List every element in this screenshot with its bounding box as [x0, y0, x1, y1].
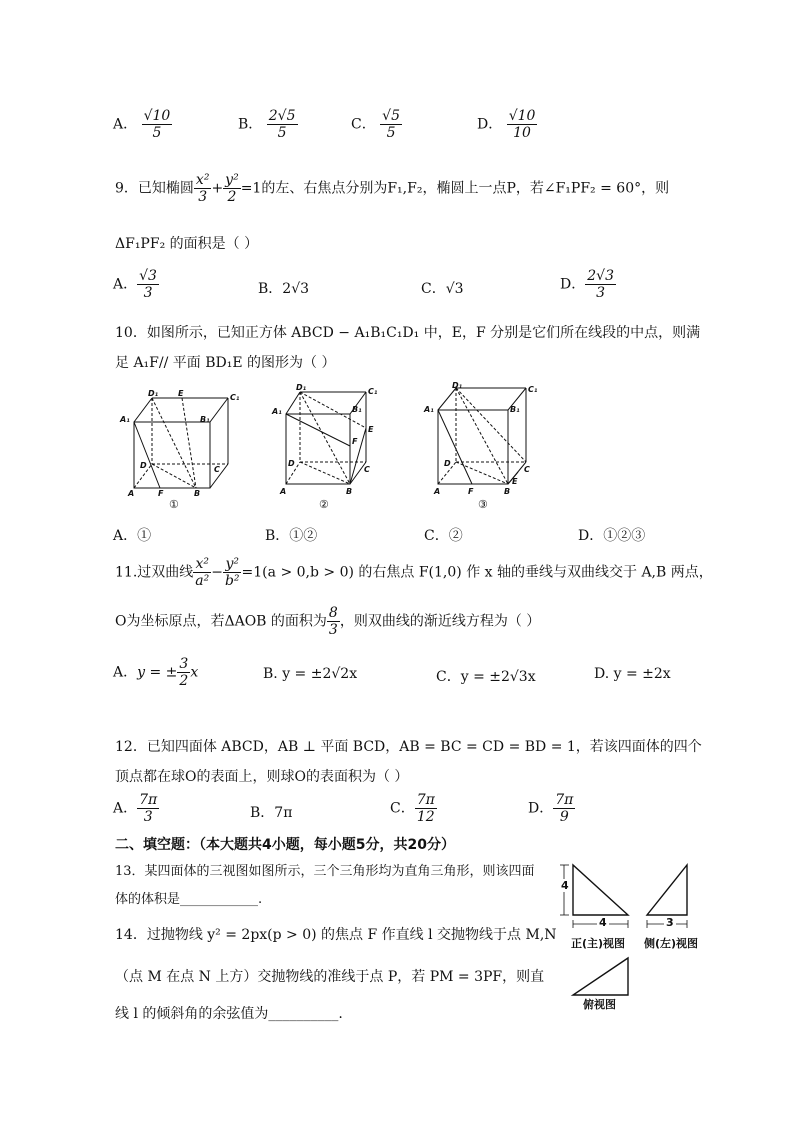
svg-text:D: D	[444, 459, 451, 468]
svg-text:A₁: A₁	[120, 415, 130, 424]
svg-text:A₁: A₁	[272, 407, 282, 416]
q10-option-c: C．②	[424, 528, 463, 544]
q12-option-a: A． $\frac{7\pi}{3}$	[113, 792, 158, 825]
q10-option-a: A．①	[113, 528, 152, 544]
svg-text:F: F	[352, 437, 358, 446]
q10-option-d: D．①②③	[578, 528, 646, 544]
q9-option-a: A． $\frac{√3}{3}$	[113, 268, 157, 301]
q9-option-b: B．2√3	[258, 281, 310, 297]
q13-line2: 体的体积是____________.	[115, 892, 263, 907]
svg-text:E: E	[512, 477, 518, 486]
side-view-triangle	[647, 865, 687, 915]
side-width-label: 3	[666, 916, 674, 929]
q12-option-b: B．7π	[250, 805, 293, 821]
section2-heading: 二、填空题：（本大题共4小题，每小题5分，共20分）	[115, 837, 455, 853]
q13-line1: 13．某四面体的三视图如图所示，三个三角形均为直角三角形，则该四面	[115, 864, 535, 879]
q11-option-d: D. y = ±2x	[594, 666, 671, 682]
q8-option-b: B． $\frac{2√5}{5}$	[238, 108, 296, 141]
q9-line2: ΔF₁PF₂ 的面积是（ ）	[115, 236, 259, 252]
svg-text:F: F	[468, 487, 474, 496]
q9-option-d: D． $\frac{2√3}{3}$	[560, 268, 614, 301]
svg-text:C: C	[214, 465, 220, 474]
q12-option-c: C． $\frac{7\pi}{12}$	[390, 792, 435, 825]
q14-answer-blank[interactable]: __________	[268, 1006, 339, 1022]
fig1-caption: ①	[169, 498, 179, 511]
svg-text:C₁: C₁	[528, 385, 538, 394]
q11-option-a: A．y = ± $\frac{3}{2}$ x	[113, 656, 199, 689]
q8-option-c: C． $\frac{√5}{5}$	[351, 108, 400, 141]
q9-line1: 9．已知椭圆 $\frac{\text{x²}}{3}$ + $\frac{\text{y²}}{2}$ =1的左、右焦点分别为F₁,F₂，椭圆上一点P，若∠F₁PF₂ = 60°，则	[115, 172, 670, 205]
q8-option-d: D． $\frac{√10}{10}$	[477, 108, 536, 141]
q13-answer-blank[interactable]: ____________	[180, 892, 259, 907]
svg-text:B₁: B₁	[352, 405, 362, 414]
front-height-label: 4	[561, 879, 569, 892]
q12-line1: 12．已知四面体 ABCD，AB ⊥ 平面 BCD，AB = BC = CD = BD = 1，若该四面体的四个	[115, 739, 702, 755]
q11-line2: O为坐标原点，若ΔAOB 的面积为 $\frac{8}{3}$ ，则双曲线的渐近线方程为（ ）	[115, 605, 541, 638]
front-view-triangle	[573, 865, 628, 915]
q10-line2: 足 A₁F// 平面 BD₁E 的图形为（ ）	[115, 355, 336, 371]
svg-text:E: E	[368, 425, 374, 434]
svg-text:B₁: B₁	[200, 415, 210, 424]
svg-text:C₁: C₁	[368, 387, 378, 396]
svg-text:D: D	[140, 461, 147, 470]
q11-option-c: C．y = ±2√3x	[436, 669, 536, 685]
svg-text:D₁: D₁	[148, 389, 159, 398]
q10-line1: 10．如图所示，已知正方体 ABCD − A₁B₁C₁D₁ 中，E，F 分别是它们所在线段的中点，则满	[115, 325, 701, 341]
svg-text:C₁: C₁	[230, 393, 240, 402]
svg-text:A: A	[280, 487, 287, 496]
svg-text:B₁: B₁	[510, 405, 520, 414]
svg-text:B: B	[504, 487, 511, 496]
q10-option-b: B．①②	[265, 528, 318, 544]
front-width-label: 4	[599, 916, 607, 929]
svg-text:E: E	[178, 389, 184, 398]
top-view-triangle	[573, 958, 628, 995]
svg-text:C: C	[364, 465, 370, 474]
cube-figure-3	[438, 388, 526, 484]
q8-option-a: A． $\frac{√10}{5}$	[113, 108, 171, 141]
svg-text:B: B	[194, 489, 201, 498]
q12-line2: 顶点都在球O的表面上，则球O的表面积为（ ）	[115, 769, 409, 785]
svg-text:C: C	[524, 465, 530, 474]
q11-line1: 11.过双曲线 $\frac{\text{x²}}{\text{a²}}$ − $\frac{\text{y²}}{\text{b²}}$ =1(a > 0,b > 0) 的右焦点 F(1,0) 作 x 轴的垂线与双曲线交于 A,B 两点，	[115, 556, 713, 589]
svg-text:A: A	[434, 487, 441, 496]
q11-option-b: B. y = ±2√2x	[263, 666, 358, 682]
svg-text:A₁: A₁	[424, 405, 434, 414]
q8-option-a-fraction: $\frac{√10}{5}$	[143, 108, 171, 141]
svg-text:B: B	[346, 487, 353, 496]
cube-figure-1	[134, 398, 228, 488]
svg-text:D₁: D₁	[452, 381, 463, 390]
svg-text:D: D	[288, 459, 295, 468]
q14-line2: （点 M 在点 N 上方）交抛物线的准线于点 P，若 PM = 3PF，则直	[115, 969, 545, 985]
q9-option-c: C．√3	[421, 281, 464, 297]
fig2-caption: ②	[319, 498, 329, 511]
q14-line3: 线 l 的倾斜角的余弦值为__________.	[115, 1006, 343, 1022]
side-view-caption: 侧(左)视图	[644, 937, 699, 950]
front-view-caption: 正(主)视图	[571, 937, 626, 950]
fig3-caption: ③	[478, 498, 488, 511]
svg-text:F: F	[158, 489, 164, 498]
svg-text:A: A	[128, 489, 135, 498]
q12-option-d: D． $\frac{7\pi}{9}$	[528, 792, 574, 825]
svg-text:D₁: D₁	[296, 383, 307, 392]
q10-cube-figures	[110, 380, 550, 515]
q14-line1: 14．过抛物线 y² = 2px(p > 0) 的焦点 F 作直线 l 交抛物线于点 M,N	[115, 927, 557, 943]
top-view-caption: 俯视图	[583, 998, 616, 1011]
